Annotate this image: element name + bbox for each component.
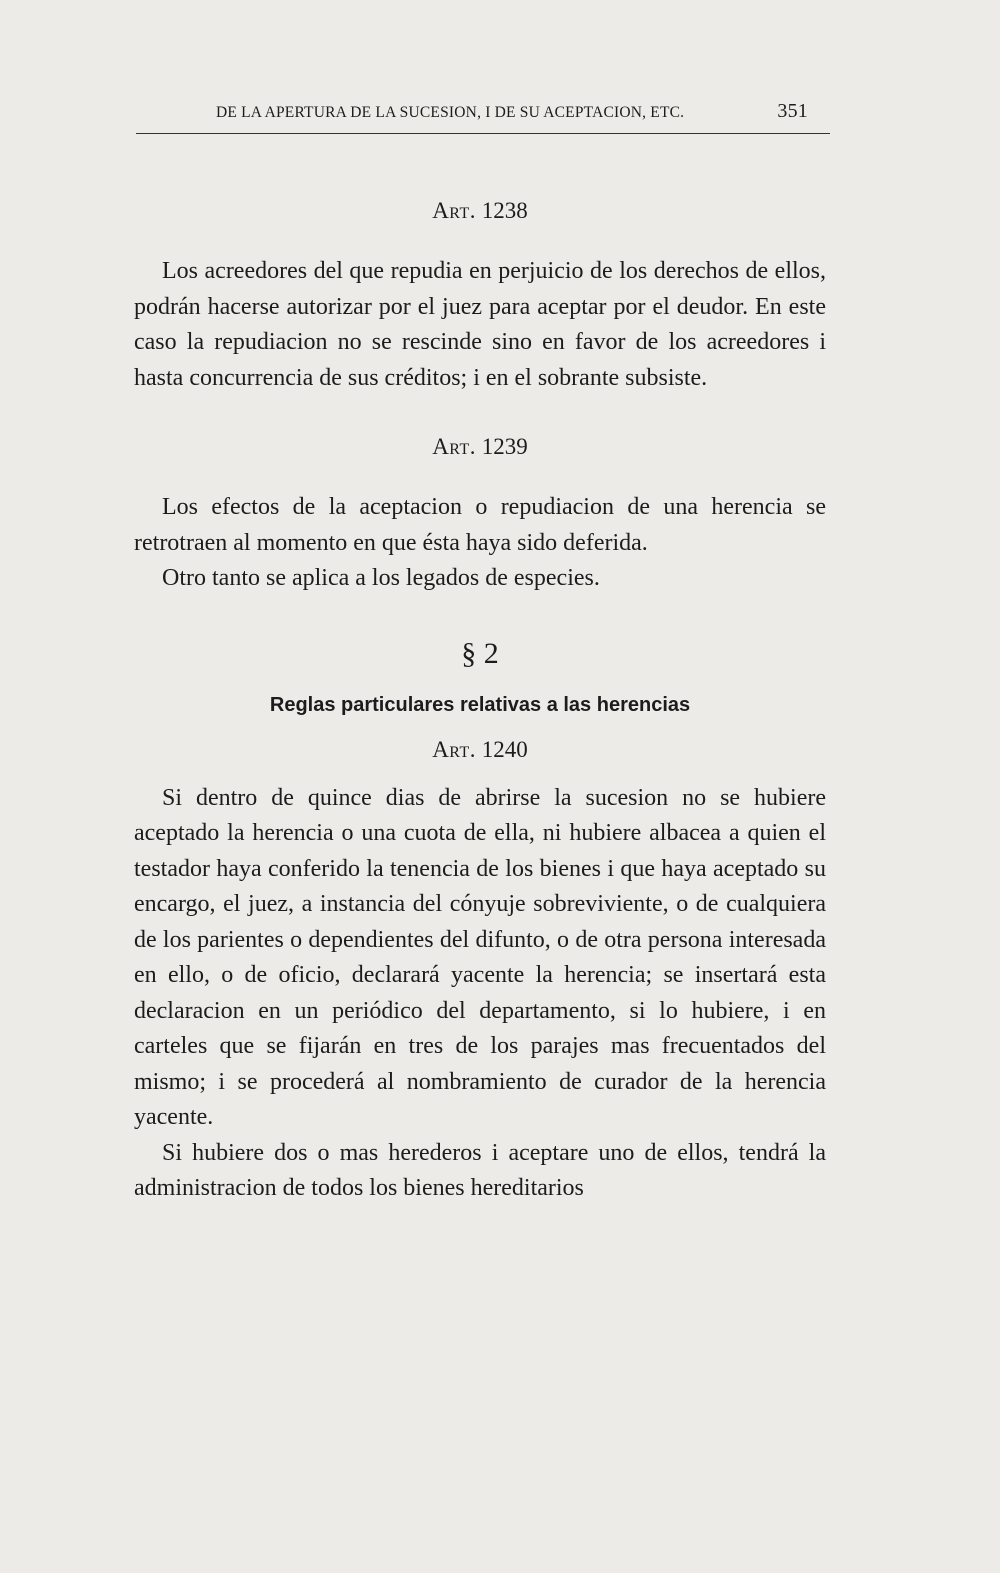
header-rule	[136, 133, 830, 134]
page-number: 351	[777, 100, 808, 122]
article-1238-paragraph: Los acreedores del que repudia en perjuicio de los derechos de ellos, podrán hacerse autorizar por el juez para aceptar por el deudor. En este caso la repudiacion no se rescinde sino en favor de los acreedores i hasta concurrencia de sus créditos; i en el sobrante subsiste.	[134, 258, 826, 391]
spacer	[134, 232, 826, 254]
article-1240-heading	[134, 729, 826, 771]
article-label: Art.	[432, 198, 477, 223]
article-1240-paragraph-2: Si hubiere dos o mas herederos i aceptare uno de ellos, tendrá la administracion de todos los bienes hereditarios	[134, 1139, 826, 1201]
article-number: 1240	[481, 736, 528, 762]
article-1239-paragraph-1: Los efectos de la aceptacion o repudiacion de una herencia se retrotraen al momento en que ésta haya sido deferida.	[134, 494, 826, 556]
section-mark: § 2	[461, 636, 499, 670]
section-title: Reglas particulares relativas a las herencias	[269, 693, 691, 716]
spacer	[134, 468, 826, 490]
page-body	[134, 190, 826, 1207]
article-number: 1239	[481, 434, 528, 459]
article-1238-heading	[134, 190, 826, 232]
article-label: Art.	[432, 434, 477, 459]
running-title: DE LA APERTURA DE LA SUCESION, I DE SU ACEPTACION, ETC.	[216, 104, 685, 121]
article-1239-heading	[134, 426, 826, 468]
spacer	[134, 771, 826, 781]
article-number: 1238	[481, 198, 528, 223]
article-label: Art.	[432, 736, 477, 762]
spacer	[134, 396, 826, 426]
article-1239-paragraph-2: Otro tanto se aplica a los legados de especies.	[162, 565, 600, 591]
running-head	[134, 100, 830, 126]
article-1240-paragraph-1: Si dentro de quince dias de abrirse la sucesion no se hubiere aceptado la herencia o una cuota de ella, ni hubiere albacea a quien el testador haya conferido la tenencia de los bienes i que haya aceptado su encargo, el juez, a instancia del cónyuje sobreviviente, o de cualquiera de los parientes o dependientes del difunto, o de otra persona interesada en ello, o de oficio, declarará yacente la herencia; se insertará esta declaracion en un periódico del departamento, si lo hubiere, i en carteles que se fijarán en tres de los parajes mas frecuentados del mismo; i se procederá al nombramiento de curador de la herencia yacente.	[134, 784, 826, 1130]
